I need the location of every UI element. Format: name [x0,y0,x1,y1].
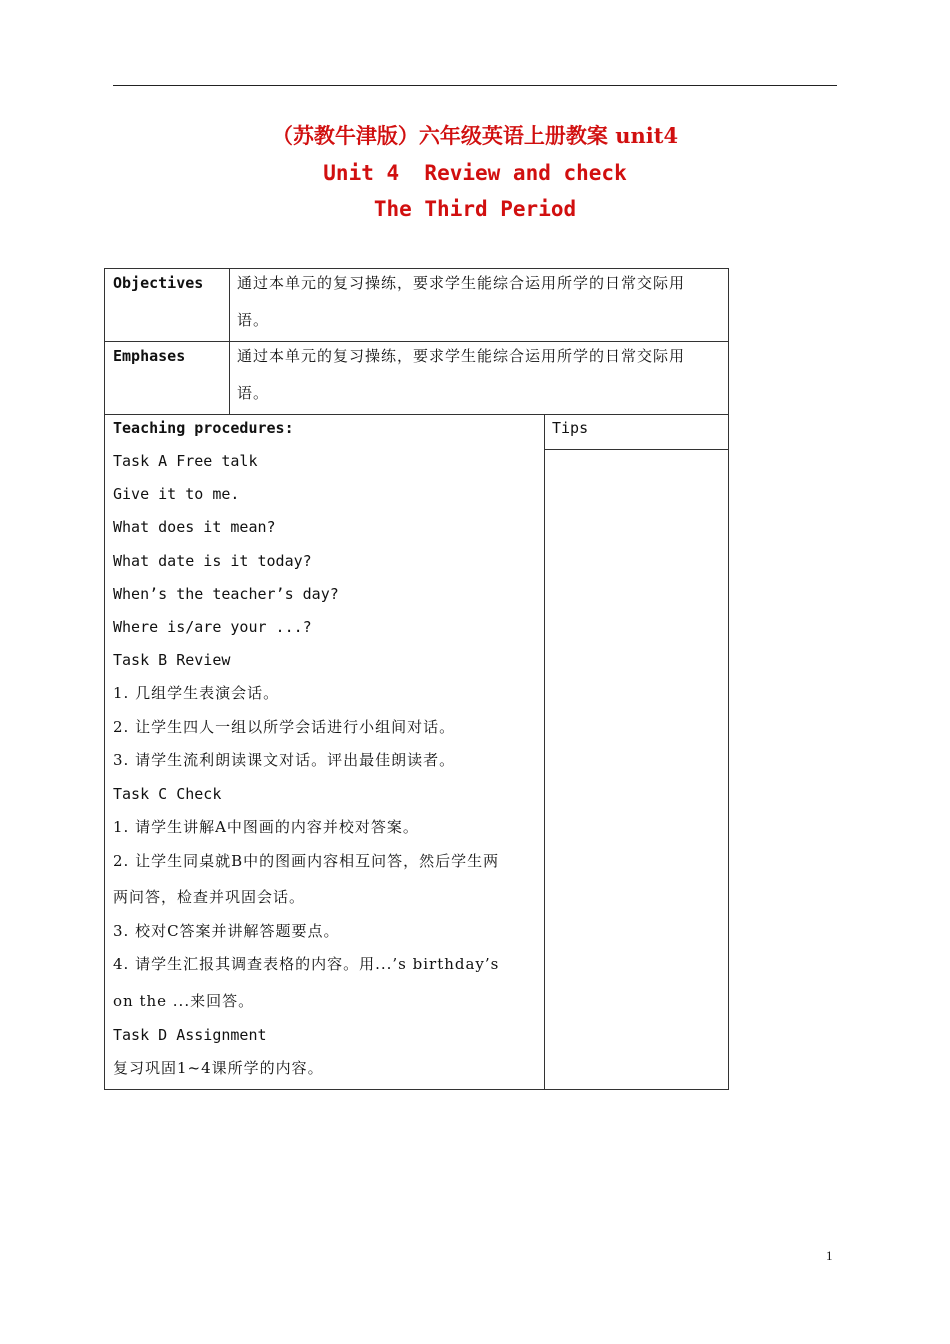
objectives-text-line2: 语。 [237,311,270,329]
procedure-line: Task D Assignment [113,1026,267,1044]
procedure-line: Task C Check [113,785,222,803]
procedure-line: 1. 请学生讲解A中图画的内容并校对答案。 [113,818,419,836]
header-rule [113,85,837,86]
procedure-line: 1. 几组学生表演会话。 [113,684,280,702]
emphases-label: Emphases [113,347,186,365]
procedure-line: Task A Free talk [113,452,258,470]
procedure-line: 两问答，检查并巩固会话。 [113,888,306,906]
procedure-line: 3. 校对C答案并讲解答题要点。 [113,922,340,940]
procedure-line: on the ...来回答。 [113,992,255,1010]
tips-label: Tips [552,419,589,437]
procedure-line: 复习巩固1~4课所学的内容。 [113,1059,324,1077]
tips-body-cell [544,449,729,1090]
procedure-line: Task B Review [113,651,231,669]
objectives-label: Objectives [113,274,204,292]
objectives-text-line1: 通过本单元的复习操练，要求学生能综合运用所学的日常交际用 [237,274,686,292]
emphases-text-line2: 语。 [237,384,270,402]
page-number: 1 [826,1248,833,1263]
procedure-line: 4. 请学生汇报其调查表格的内容。用...’s birthday’s [113,955,500,973]
period-title: The Third Period [373,197,577,221]
procedure-line: When’s the teacher’s day? [113,585,339,603]
unit-title: Unit 4 Review and check [323,161,627,185]
procedure-line: Where is/are your ...? [113,618,312,636]
procedure-line: 3. 请学生流利朗读课文对话。评出最佳朗读者。 [113,751,456,769]
procedure-line: What date is it today? [113,552,312,570]
document-title: （苏教牛津版）六年级英语上册教案 unit4 [271,123,679,148]
procedure-line: Give it to me. [113,485,240,503]
procedure-line: What does it mean? [113,518,276,536]
emphases-text-line1: 通过本单元的复习操练，要求学生能综合运用所学的日常交际用 [237,347,686,365]
procedure-line: 2. 让学生同桌就B中的图画内容相互问答，然后学生两 [113,852,500,870]
procedure-line: 2. 让学生四人一组以所学会话进行小组间对话。 [113,718,456,736]
procedures-heading: Teaching procedures: [113,419,294,437]
